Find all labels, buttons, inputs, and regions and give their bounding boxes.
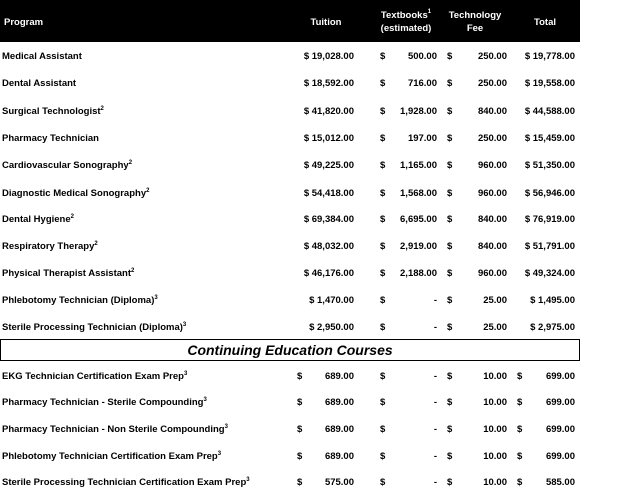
tuition-amount: $ 46,176.00 <box>303 268 354 279</box>
currency-symbol: $ <box>380 397 386 408</box>
textbooks-amount: - <box>433 295 437 306</box>
textbooks-amount: - <box>433 322 437 333</box>
currency-symbol: $ <box>447 451 453 462</box>
footnote-marker: 3 <box>183 371 188 377</box>
program-name <box>2 133 99 145</box>
technology-fee-amount: 960.00 <box>477 160 507 171</box>
currency-symbol: $ <box>380 133 386 144</box>
header-total: Total <box>534 17 556 28</box>
table-row <box>0 260 580 286</box>
program-name <box>2 451 221 463</box>
footnote-marker: 2 <box>128 160 133 166</box>
total-amount: 699.00 <box>545 371 575 382</box>
textbooks-amount: - <box>433 424 437 435</box>
textbooks-amount: - <box>433 397 437 408</box>
currency-symbol: $ <box>447 371 453 382</box>
program-name-text: Respiratory Therapy <box>2 241 95 252</box>
textbooks-amount: 2,188.00 <box>400 268 437 279</box>
tuition-amount: $ 15,012.00 <box>303 133 354 144</box>
currency-symbol: $ <box>380 188 386 199</box>
header-technology-fee <box>444 9 506 35</box>
tuition-amount: $ 2,950.00 <box>309 322 354 333</box>
currency-symbol: $ <box>380 160 386 171</box>
currency-symbol: $ <box>297 424 303 435</box>
currency-symbol: $ <box>380 268 386 279</box>
currency-symbol: $ <box>447 106 453 117</box>
table-row <box>0 287 580 313</box>
textbooks-amount: 1,928.00 <box>400 106 437 117</box>
table-row <box>0 314 580 340</box>
technology-fee-amount: 10.00 <box>483 451 507 462</box>
program-name <box>2 397 207 409</box>
program-name-text: Medical Assistant <box>2 51 82 62</box>
total-amount: $ 15,459.00 <box>524 133 575 144</box>
currency-symbol: $ <box>297 477 303 488</box>
footnote-marker: 3 <box>154 295 158 301</box>
textbooks-amount: 197.00 <box>407 133 437 144</box>
program-name-text: Physical Therapist Assistant <box>2 268 132 279</box>
tuition-amount: 689.00 <box>324 424 354 435</box>
tuition-amount: $ 54,418.00 <box>303 188 354 199</box>
currency-symbol: $ <box>447 322 453 333</box>
program-name-text: Diagnostic Medical Sonography <box>2 188 147 199</box>
textbooks-amount: - <box>433 451 437 462</box>
program-name <box>2 295 158 307</box>
program-name <box>2 51 82 63</box>
total-amount: $ 1,495.00 <box>530 295 575 306</box>
tuition-amount: $ 1,470.00 <box>309 295 354 306</box>
currency-symbol: $ <box>447 477 453 488</box>
program-name <box>2 371 187 383</box>
currency-symbol: $ <box>447 295 453 306</box>
table-row <box>0 180 580 206</box>
tuition-amount: 689.00 <box>324 451 354 462</box>
header-program: Program <box>4 17 44 28</box>
header-textbooks-label: Textbooks <box>380 10 428 21</box>
total-amount: $ 44,588.00 <box>524 106 575 117</box>
table-row <box>0 233 580 259</box>
currency-symbol: $ <box>380 214 386 225</box>
continuing-education-title: Continuing Education Courses <box>187 342 393 358</box>
textbooks-amount: - <box>433 371 437 382</box>
table-row <box>0 43 580 69</box>
textbooks-amount: 6,695.00 <box>400 214 437 225</box>
total-amount: $ 49,324.00 <box>524 268 575 279</box>
technology-fee-amount: 840.00 <box>477 106 507 117</box>
tuition-amount: 575.00 <box>324 477 354 488</box>
header-textbooks-footnote: 1 <box>427 9 432 15</box>
technology-fee-amount: 10.00 <box>483 371 507 382</box>
currency-symbol: $ <box>447 188 453 199</box>
currency-symbol: $ <box>447 397 453 408</box>
footnote-marker: 3 <box>217 451 222 457</box>
textbooks-amount: 716.00 <box>407 78 437 89</box>
currency-symbol: $ <box>447 268 453 279</box>
technology-fee-amount: 840.00 <box>477 214 507 225</box>
currency-symbol: $ <box>380 295 386 306</box>
currency-symbol: $ <box>517 371 523 382</box>
currency-symbol: $ <box>297 371 303 382</box>
currency-symbol: $ <box>380 106 386 117</box>
program-name-text: Sterile Processing Technician (Diploma) <box>2 322 183 333</box>
program-name-text: Pharmacy Technician - Non Sterile Compounding <box>2 424 225 435</box>
tuition-amount: $ 48,032.00 <box>303 241 354 252</box>
table-row <box>0 389 580 415</box>
currency-symbol: $ <box>447 78 453 89</box>
technology-fee-amount: 10.00 <box>483 397 507 408</box>
technology-fee-amount: 10.00 <box>483 424 507 435</box>
table-row <box>0 443 580 469</box>
program-name-text: Cardiovascular Sonography <box>2 160 129 171</box>
footnote-marker: 2 <box>70 214 74 220</box>
program-name-text: Dental Hygiene <box>2 214 71 225</box>
total-amount: $ 19,778.00 <box>524 51 575 62</box>
currency-symbol: $ <box>297 451 303 462</box>
tuition-amount: $ 18,592.00 <box>303 78 354 89</box>
total-amount: 699.00 <box>545 424 575 435</box>
technology-fee-amount: 25.00 <box>483 322 507 333</box>
currency-symbol: $ <box>447 133 453 144</box>
header-tech-line2: Fee <box>466 23 484 34</box>
header-textbooks <box>374 9 438 35</box>
currency-symbol: $ <box>380 477 386 488</box>
technology-fee-amount: 250.00 <box>477 51 507 62</box>
program-name <box>2 322 186 334</box>
currency-symbol: $ <box>380 241 386 252</box>
program-name-text: Phlebotomy Technician Certification Exam Prep <box>2 451 218 462</box>
total-amount: $ 2,975.00 <box>530 322 575 333</box>
program-name-text: Surgical Technologist <box>2 106 101 117</box>
textbooks-amount: - <box>433 477 437 488</box>
technology-fee-amount: 10.00 <box>483 477 507 488</box>
program-name-text: Dental Assistant <box>2 78 77 89</box>
currency-symbol: $ <box>447 160 453 171</box>
total-amount: $ 19,558.00 <box>524 78 575 89</box>
program-name <box>2 424 228 436</box>
tuition-amount: $ 41,820.00 <box>303 106 354 117</box>
textbooks-amount: 500.00 <box>407 51 437 62</box>
currency-symbol: $ <box>447 51 453 62</box>
program-name <box>2 477 250 489</box>
header-textbooks-estimated: (estimated) <box>380 23 432 34</box>
textbooks-amount: 1,568.00 <box>400 188 437 199</box>
total-amount: $ 51,350.00 <box>524 160 575 171</box>
footnote-marker: 2 <box>131 268 135 274</box>
table-header <box>0 0 580 42</box>
footnote-marker: 3 <box>246 477 250 483</box>
currency-symbol: $ <box>517 451 523 462</box>
total-amount: 699.00 <box>545 397 575 408</box>
program-name <box>2 268 134 280</box>
program-name <box>2 160 132 172</box>
currency-symbol: $ <box>447 214 453 225</box>
textbooks-amount: 2,919.00 <box>400 241 437 252</box>
currency-symbol: $ <box>380 322 386 333</box>
technology-fee-amount: 960.00 <box>477 188 507 199</box>
technology-fee-amount: 840.00 <box>477 241 507 252</box>
technology-fee-amount: 250.00 <box>477 133 507 144</box>
total-amount: 699.00 <box>545 451 575 462</box>
header-tech-line1: Technology <box>448 10 502 21</box>
currency-symbol: $ <box>380 371 386 382</box>
tuition-amount: 689.00 <box>324 371 354 382</box>
footnote-marker: 2 <box>94 241 98 247</box>
currency-symbol: $ <box>380 424 386 435</box>
tuition-amount: $ 19,028.00 <box>303 51 354 62</box>
total-amount: $ 51,791.00 <box>524 241 575 252</box>
total-amount: $ 76,919.00 <box>524 214 575 225</box>
footnote-marker: 3 <box>203 397 207 403</box>
program-name <box>2 188 149 200</box>
currency-symbol: $ <box>447 241 453 252</box>
currency-symbol: $ <box>380 78 386 89</box>
continuing-education-banner <box>0 339 580 361</box>
technology-fee-amount: 25.00 <box>483 295 507 306</box>
table-row <box>0 416 580 442</box>
total-amount: $ 56,946.00 <box>524 188 575 199</box>
footnote-marker: 3 <box>224 424 228 430</box>
program-name <box>2 241 98 253</box>
currency-symbol: $ <box>517 424 523 435</box>
program-name <box>2 214 74 226</box>
technology-fee-amount: 960.00 <box>477 268 507 279</box>
table-row <box>0 363 580 389</box>
currency-symbol: $ <box>380 451 386 462</box>
currency-symbol: $ <box>380 51 386 62</box>
tuition-amount: $ 49,225.00 <box>303 160 354 171</box>
program-name <box>2 106 104 118</box>
currency-symbol: $ <box>517 477 523 488</box>
footnote-marker: 3 <box>182 322 187 328</box>
currency-symbol: $ <box>297 397 303 408</box>
program-name-text: EKG Technician Certification Exam Prep <box>2 371 184 382</box>
currency-symbol: $ <box>517 397 523 408</box>
program-name <box>2 78 76 90</box>
table-row <box>0 469 580 495</box>
table-row <box>0 70 580 96</box>
footnote-marker: 2 <box>100 106 104 112</box>
textbooks-amount: 1,165.00 <box>400 160 437 171</box>
footnote-marker: 2 <box>146 188 150 194</box>
header-tuition: Tuition <box>310 17 342 28</box>
tuition-amount: 689.00 <box>324 397 354 408</box>
tuition-amount: $ 69,384.00 <box>303 214 354 225</box>
table-row <box>0 152 580 178</box>
program-name-text: Pharmacy Technician <box>2 133 99 144</box>
table-row <box>0 206 580 232</box>
program-name-text: Pharmacy Technician - Sterile Compounding <box>2 397 204 408</box>
technology-fee-amount: 250.00 <box>477 78 507 89</box>
table-row <box>0 125 580 151</box>
currency-symbol: $ <box>447 424 453 435</box>
total-amount: 585.00 <box>545 477 575 488</box>
program-name-text: Sterile Processing Technician Certification Exam Prep <box>2 477 247 488</box>
table-row <box>0 98 580 124</box>
program-name-text: Phlebotomy Technician (Diploma) <box>2 295 155 306</box>
